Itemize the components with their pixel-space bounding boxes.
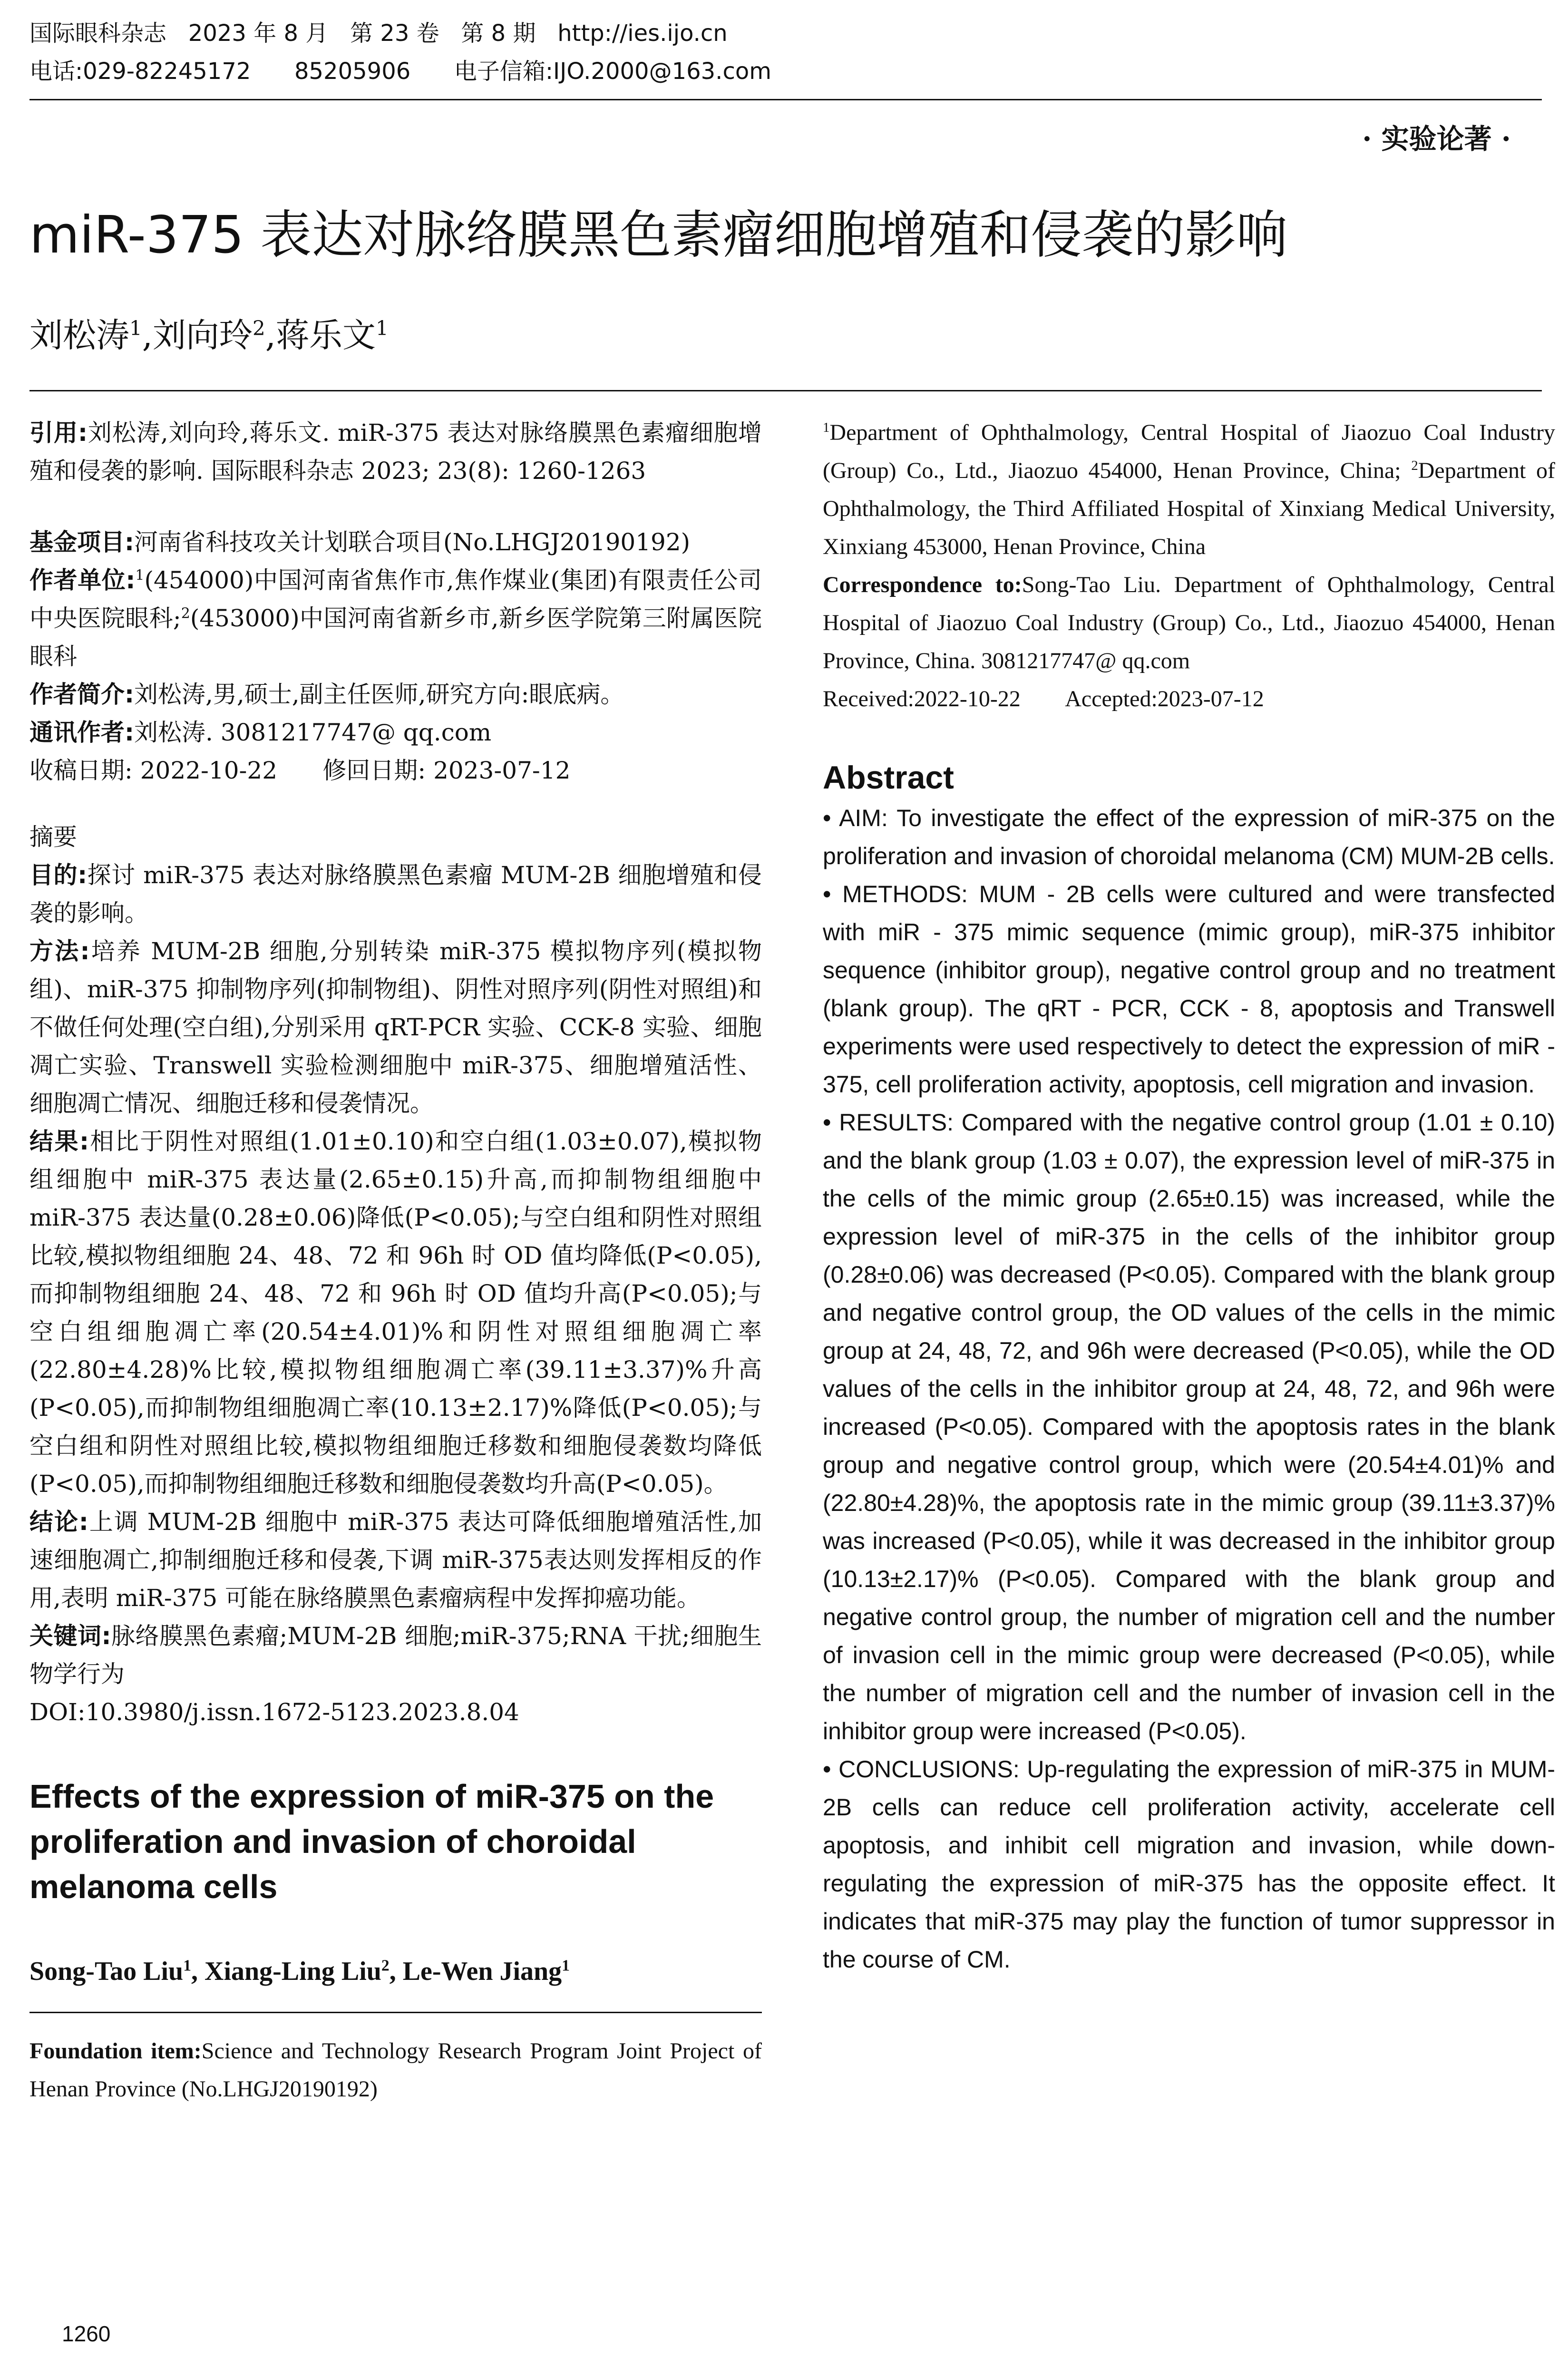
corr-line-cn [29, 713, 762, 751]
bio-label: 作者简介: [29, 681, 134, 708]
aim-text-cn: 探讨 miR-375 表达对脉络膜黑色素瘤 MUM-2B 细胞增殖和侵袭的影响。 [29, 861, 762, 927]
corr-label-en: Correspondence to: [823, 572, 1022, 597]
abstract-en-heading: Abstract [823, 760, 954, 796]
section-tag: · 实验论著 · [1362, 123, 1511, 155]
conclusion-text-cn: 上调 MUM-2B 细胞中 miR-375 表达可降低细胞增殖活性,加速细胞凋亡,抑制细胞迁移和侵袭,下调 miR-375表达则发挥相反的作用,表明 miR-375 可能在脉络膜黑色素瘤病程中发挥抑癌功能。 [29, 1508, 762, 1612]
affil1-text: Department of Ophthalmology, Central Hospital of Jiaozuo Coal Industry (Group) Co., Ltd., Jiaozuo 454000, Henan Province, China; [823, 420, 1555, 483]
author-en-sup: 1 [183, 1957, 191, 1975]
title-cn: miR-375 表达对脉络膜黑色素瘤细胞增殖和侵袭的影响 [29, 205, 1288, 265]
abstract-cn-heading: 摘要 [29, 823, 77, 851]
citation-text: 刘松涛,刘向玲,蒋乐文. miR-375 表达对脉络膜黑色素瘤细胞增殖和侵袭的影响. 国际眼科杂志 2023; 23(8): 1260-1263 [29, 419, 762, 485]
right-column [823, 414, 1555, 1978]
doi-cn: DOI:10.3980/j.issn.1672-5123.2023.8.04 [29, 1698, 519, 1726]
results-text-cn: 相比于阴性对照组(1.01±0.10)和空白组(1.03±0.07),模拟物组细胞中 miR-375 表达量(2.65±0.15)升高,而抑制物组细胞中 miR-375 表达量(0.28±0.06)降低(P<0.05);与空白组和阴性对照组比较,模拟物组细胞 24、48、72 和 96h 时 OD 值均降低(P<0.05),而抑制物组细胞 24、48、72 和 96h 时 OD 值均升高(P<0.05);与空白组细胞凋亡率(20.54±4.01)%和阴性对照组细胞凋亡率(22.80±4.28)%比较,模拟物组细胞凋亡率(39.11±3.37)%升高(P<0.05),而抑制物组细胞凋亡率(10.13±2.17)%降低(P<0.05);与空白组和阴性对照组比较,模拟物组细胞迁移数和细胞侵袭数均降低(P<0.05),而抑制物组细胞迁移数和细胞侵袭数均升高(P<0.05)。 [29, 1128, 762, 1498]
correspondence-en [823, 566, 1555, 680]
author-en-sup: 1 [562, 1957, 570, 1975]
affil-sup2: 2 [1411, 458, 1418, 473]
received-en: Received:2022-10-22 Accepted:2023-07-12 [823, 686, 1264, 711]
unit2-text: (453000)中国河南省新乡市,新乡医学院第三附属医院眼科 [29, 604, 762, 670]
keywords-label-cn: 关键词: [29, 1622, 111, 1650]
results-label-cn: 结果: [29, 1128, 89, 1155]
foundation-label-en: Foundation item: [29, 2038, 202, 2064]
corr-text-en: Song-Tao Liu. Department of Ophthalmology, Central Hospital of Jiaozuo Coal Industry (Group) Co., Ltd., Jiaozuo 454000, Henan Province, China. 3081217747@ qq.com [823, 572, 1556, 673]
abstract-en-results: • RESULTS: Compared with the negative control group (1.01 ± 0.10) and the blank group (1.03 ± 0.07), the expression level of miR-375 in the cells of the mimic group (2.65±0.15) was increased, while the expression level of miR-375 in the cells of the inhibitor group (0.28±0.06) was decreased (P<0.05). Compared with the blank group and negative control group, the OD values of the cells in the mimic group at 24, 48, 72, and 96h were decreased (P<0.05), while the OD values of the cells in the inhibitor group at 24, 48, 72, and 96h were increased (P<0.05). Compared with the apoptosis rates in the blank group and negative control group, which were (20.54±4.01)% and (22.80±4.28)%, the apoptosis rate in the mimic group (39.11±3.37)% was increased (P<0.05), while it was decreased in the inhibitor group (10.13±2.17)% (P<0.05). Compared with the blank group and negative control group, the number of migration cell and the number of invasion cell in the mimic group were decreased (P<0.05), while the number of migration cell and the number of invasion cell in the inhibitor group were increased (P<0.05). [823, 1109, 1555, 1744]
methods-label-cn: 方法: [29, 937, 90, 965]
title-en: Effects of the expression of miR-375 on the proliferation and invasion of choroidal melanoma cells [29, 1778, 714, 1905]
foundation-en [29, 2032, 762, 2108]
citation-label: 引用: [29, 419, 88, 447]
fund-line [29, 523, 762, 561]
author-cn-sup: 1 [376, 316, 389, 340]
affiliations-en [823, 414, 1555, 566]
abstract-cn-conclusion [29, 1503, 762, 1617]
authors-en: Song-Tao Liu$^1$, Xiang-Ling Liu$^2$, Le-Wen Jiang$^1$ [29, 1957, 570, 1986]
unit1-text: (454000)中国河南省焦作市,焦作煤业(集团)有限责任公司中央医院眼科; [29, 566, 762, 632]
author-en-name: Le-Wen Jiang [402, 1957, 562, 1986]
abstract-en-methods: • METHODS: MUM - 2B cells were cultured and were transfected with miR - 375 mimic sequence (mimic group), miR-375 inhibitor sequence (inhibitor group), negative control group and no treatment (blank group). The qRT - PCR, CCK - 8, apoptosis and Transwell experiments were used respectively to detect the expression of miR - 375, cell proliferation activity, apoptosis, cell migration and invasion. [823, 881, 1555, 1098]
fund-text: 河南省科技攻关计划联合项目(No.LHGJ20190192) [134, 528, 691, 556]
author-cn-sup: 2 [253, 316, 265, 340]
author-cn-sup: 1 [129, 316, 142, 340]
conclusion-label-cn: 结论: [29, 1508, 88, 1536]
unit-sup2: 2 [181, 605, 190, 622]
methods-text-cn: 培养 MUM-2B 细胞,分别转染 miR-375 模拟物序列(模拟物组)、miR-375 抑制物序列(抑制物组)、阴性对照序列(阴性对照组)和不做任何处理(空白组),分别采用 qRT-PCR 实验、CCK-8 实验、细胞凋亡实验、Transwell 实验检测细胞中 miR-375、细胞增殖活性、细胞凋亡情况、细胞迁移和侵袭情况。 [29, 937, 762, 1117]
keywords-cn [29, 1617, 762, 1693]
bio-text: 刘松涛,男,硕士,副主任医师,研究方向:眼底病。 [134, 681, 624, 708]
abstract-cn-methods [29, 932, 762, 1122]
author-cn-name: 刘向玲 [153, 316, 253, 355]
running-header-line1: 国际眼科杂志 2023 年 8 月 第 23 卷 第 8 期 http://ies.ijo.cn [29, 20, 728, 47]
author-cn-name: 蒋乐文 [276, 316, 376, 355]
unit-sup1: 1 [135, 567, 145, 584]
authors-cn: 刘松涛$^1$,刘向玲$^2$,蒋乐文$^1$ [29, 316, 389, 355]
corr-label-cn: 通讯作者: [29, 719, 134, 746]
title-rule [29, 390, 1542, 391]
author-en-name: Song-Tao Liu [29, 1957, 184, 1986]
unit-label: 作者单位: [29, 566, 136, 594]
author-cn-name: 刘松涛 [29, 316, 129, 355]
aim-label-cn: 目的: [29, 861, 88, 889]
abstract-cn-results [29, 1122, 762, 1503]
keywords-text-cn: 脉络膜黑色素瘤;MUM-2B 细胞;miR-375;RNA 干扰;细胞生物学行为 [29, 1622, 762, 1688]
unit-line [29, 561, 762, 675]
author-en-name: Xiang-Ling Liu [205, 1957, 381, 1986]
fund-label: 基金项目: [29, 528, 134, 556]
header-rule [29, 99, 1542, 100]
abstract-cn-aim [29, 856, 762, 932]
foundation-text-en: Science and Technology Research Program Joint Project of Henan Province (No.LHGJ20190192) [29, 2038, 762, 2102]
running-header-line2: 电话:029-82245172 85205906 电子信箱:IJO.2000@163.com [29, 58, 771, 85]
affil-sup1: 1 [823, 420, 830, 435]
page-number: 1260 [62, 2321, 111, 2346]
author-en-sup: 2 [381, 1957, 390, 1975]
citation [29, 414, 762, 490]
dates-cn: 收稿日期: 2022-10-22 修回日期: 2023-07-12 [29, 757, 571, 784]
abstract-en-conclusions: • CONCLUSIONS: Up-regulating the expression of miR-375 in MUM-2B cells can reduce cell proliferation activity, accelerate cell apoptosis, and inhibit cell migration and invasion, while down-regulating the expression of miR-375 has the opposite effect. It indicates that miR-375 may play the function of tumor suppressor in the course of CM. [823, 1756, 1555, 1973]
left-column [29, 414, 762, 2108]
bio-line [29, 675, 762, 713]
abstract-en-aim: • AIM: To investigate the effect of the expression of miR-375 on the proliferation and invasion of choroidal melanoma (CM) MUM-2B cells. [823, 805, 1555, 869]
affil2-text: Department of Ophthalmology, the Third Affiliated Hospital of Xinxiang Medical University, Xinxiang 453000, Henan Province, China [823, 458, 1555, 559]
corr-text-cn: 刘松涛. 3081217747@ qq.com [134, 719, 492, 746]
authors-en-rule [29, 1990, 762, 2013]
